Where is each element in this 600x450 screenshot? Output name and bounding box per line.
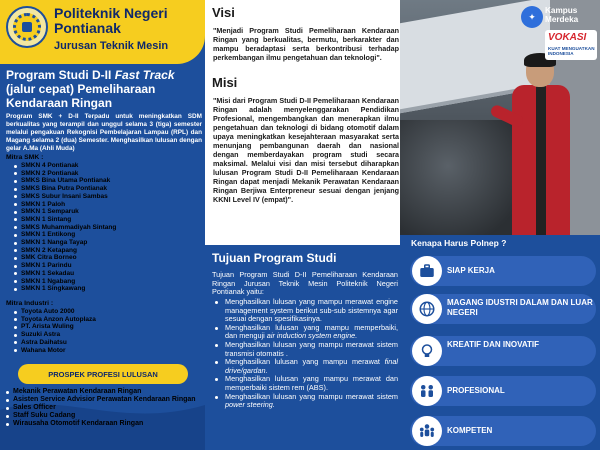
list-item: Suzuki Astra	[14, 331, 202, 339]
team-icon	[412, 376, 442, 406]
kampus-merdeka-badge	[521, 4, 597, 62]
prospek-profesi-button[interactable]: PROSPEK PROFESI LULUSAN	[18, 364, 188, 384]
tujuan-item-text: Menghasilkan lulusan yang mampu merawat sistem transmisi otomatis .	[225, 339, 398, 358]
why-label-profesional: PROFESIONAL	[447, 386, 505, 395]
tujuan-item-text: Menghasilkan lulusan yang mampu merawat sistem	[225, 391, 398, 401]
briefcase-icon	[412, 256, 442, 286]
tujuan-item-text: Menghasilkan lulusan yang mampu merawat dan memperbaiki sistem rem (ABS).	[225, 374, 398, 392]
list-item: SMKN 1 Nanga Tayap	[14, 239, 202, 247]
program-title	[6, 68, 202, 110]
tujuan-item	[212, 298, 398, 324]
list-item: Wahana Motor	[14, 347, 202, 355]
why-label-magang: MAGANG IDUSTRI DALAM DAN LUAR NEGERI	[447, 298, 593, 317]
header-banner	[0, 0, 205, 64]
program-title-emphasis: Fast Track	[114, 68, 175, 82]
tujuan-section	[212, 298, 398, 410]
list-item: Toyota Auto 2000	[14, 308, 202, 316]
kampus-merdeka-icon: ✦	[521, 6, 543, 28]
tujuan-intro: Tujuan Program Studi D-II Pemeliharaan Kendaraan Ringan Jurusan Teknik Mesin Politeknik Negeri Pontianak yaitu:	[212, 270, 398, 297]
prospek-section	[2, 388, 202, 428]
photo-engine-bay	[400, 120, 520, 235]
tujuan-item	[212, 393, 398, 410]
program-title-suffix: (jalur cepat) Pemeliharaan Kendaraan Ringan	[6, 82, 156, 110]
vokasi-subtitle: KUAT MENGUATKAN INDONESIA	[548, 46, 595, 57]
tujuan-item-text: Menghasilkan lulusan yang mampu memperbaiki, dan menguji	[225, 322, 398, 341]
tujuan-item	[212, 375, 398, 392]
vokasi-title: VOKASI	[548, 32, 587, 43]
tujuan-heading: Tujuan Program Studi	[212, 251, 337, 265]
list-item: SMKN 1 Parindu	[14, 262, 202, 270]
why-label-siap-kerja: SIAP KERJA	[447, 266, 495, 275]
institution-name: Politeknik Negeri Pontianak	[54, 5, 168, 36]
department-name: Jurusan Teknik Mesin	[54, 40, 169, 52]
why-label-kompeten: KOMPETEN	[447, 426, 493, 435]
list-item: SMKS Bina Putra Pontianak	[14, 185, 202, 193]
list-item: SMKS Subur Insani Sambas	[14, 193, 202, 201]
mitra-smk-section	[6, 154, 202, 293]
tujuan-item	[212, 341, 398, 358]
list-item: SMKN 2 Ketapang	[14, 247, 202, 255]
group-icon	[412, 416, 442, 446]
tujuan-item	[212, 324, 398, 341]
kampus-merdeka-text: Kampus Merdeka	[545, 6, 579, 24]
list-item: Mekanik Perawatan Kendaraan Ringan	[6, 388, 202, 396]
list-item: Toyota Anzon Autoplaza	[14, 316, 202, 324]
tujuan-item-emphasis: air induction system engine.	[266, 331, 358, 341]
list-item: SMKN 1 Paloh	[14, 201, 202, 209]
tujuan-item	[212, 358, 398, 375]
tujuan-item-emphasis: final drive/gardan.	[225, 357, 398, 375]
program-description: Program SMK + D-II Terpadu untuk meningkatkan SDM berkualitas yang terampil dan unggul selama 3 (tiga) semester melalui pengakuan Rekognisi Pembelajaran Lampau (RPL) dan Magang selama 2 (dua) Semester. Menghasilkan lulusan dengan gelar A.Ma (Ahli Muda)	[6, 113, 202, 152]
mitra-smk-title: Mitra SMK :	[6, 154, 44, 161]
vokasi-badge	[545, 30, 597, 60]
list-item: Sales Officer	[6, 404, 202, 412]
tujuan-item-text: Menghasilkan lulusan yang mampu merawat	[225, 357, 385, 367]
globe-icon	[412, 294, 442, 324]
prospek-list	[6, 388, 202, 428]
list-item: SMKN 1 Singkawang	[14, 285, 202, 293]
list-item: SMKN 1 Sekadau	[14, 270, 202, 278]
list-item: SMKN 1 Ngabang	[14, 278, 202, 286]
tujuan-list	[212, 298, 398, 410]
visi-heading: Visi	[212, 5, 235, 20]
list-item: SMKN 1 Entikong	[14, 231, 202, 239]
lightbulb-icon	[412, 336, 442, 366]
tujuan-item-text: Menghasilkan lulusan yang mampu merawat engine management system berikut sub-sub sistemnya agar sesuai dengan spesifikasinya.	[225, 297, 398, 324]
misi-heading: Misi	[212, 75, 238, 90]
why-label-kreatif: KREATIF DAN INOVATIF	[447, 340, 539, 349]
mitra-industri-list	[14, 308, 202, 354]
list-item: SMKN 4 Pontianak	[14, 162, 202, 170]
list-item: Staff Suku Cadang	[6, 412, 202, 420]
list-item: SMKS Muhammadiyah Sintang	[14, 224, 202, 232]
program-title-prefix: Program Studi D-II	[6, 68, 115, 82]
mitra-industri-section	[6, 300, 202, 354]
visi-text: "Menjadi Program Studi Pemeliharaan Kendaraan Ringan yang berkualitas, bermutu, berkarakter dan mampu beradaptasi serta berkontribusi terhadap perkembangan ilmu pengetahuan dan teknologi".	[213, 26, 399, 62]
list-item: SMKN 2 Pontianak	[14, 170, 202, 178]
gear-icon	[13, 13, 41, 41]
tujuan-item-emphasis: power steering.	[225, 400, 275, 410]
list-item: SMKN 1 Semparuk	[14, 208, 202, 216]
list-item: PT. Arista Wuling	[14, 323, 202, 331]
list-item: SMKN 1 Sintang	[14, 216, 202, 224]
mitra-smk-list	[14, 162, 202, 293]
photo-student-figure	[512, 55, 570, 235]
polnep-logo	[6, 6, 48, 48]
list-item: Wirausaha Otomotif Kendaraan Ringan	[6, 420, 202, 428]
misi-text: "Misi dari Program Studi D-II Pemeliharaan Kendaraan Ringan adalah menyelenggarakan Pendidikan Profesional, mengembangkan dan menerapkan ilmu pengetahuan dan teknologi di bidang otomotif dalam upaya meningkatkan kesejahteraan masyarakat serta menunjang pembangunan daerah dan nasional dengan memberdayakan program studi secara maksimal. Melalui visi dan misi tersebut diharapkan lulusan Program Studi D-II Pemeliharaan Kendaraan Ringan dapat menjadi Mekanik Perawatan Kendaraan Ringan Berjiwa Enterpreneur sesuai dengan jenjang KKNI Level IV (empat)".	[213, 96, 399, 204]
list-item: Asisten Service Advisior Perawatan Kendaraan Ringan	[6, 396, 202, 404]
list-item: SMKS Bina Utama Pontianak	[14, 177, 202, 185]
mitra-industri-title: Mitra Industri :	[6, 300, 54, 307]
list-item: SMK Citra Borneo	[14, 254, 202, 262]
list-item: Astra Daihatsu	[14, 339, 202, 347]
why-heading: Kenapa Harus Polnep ?	[411, 238, 507, 248]
